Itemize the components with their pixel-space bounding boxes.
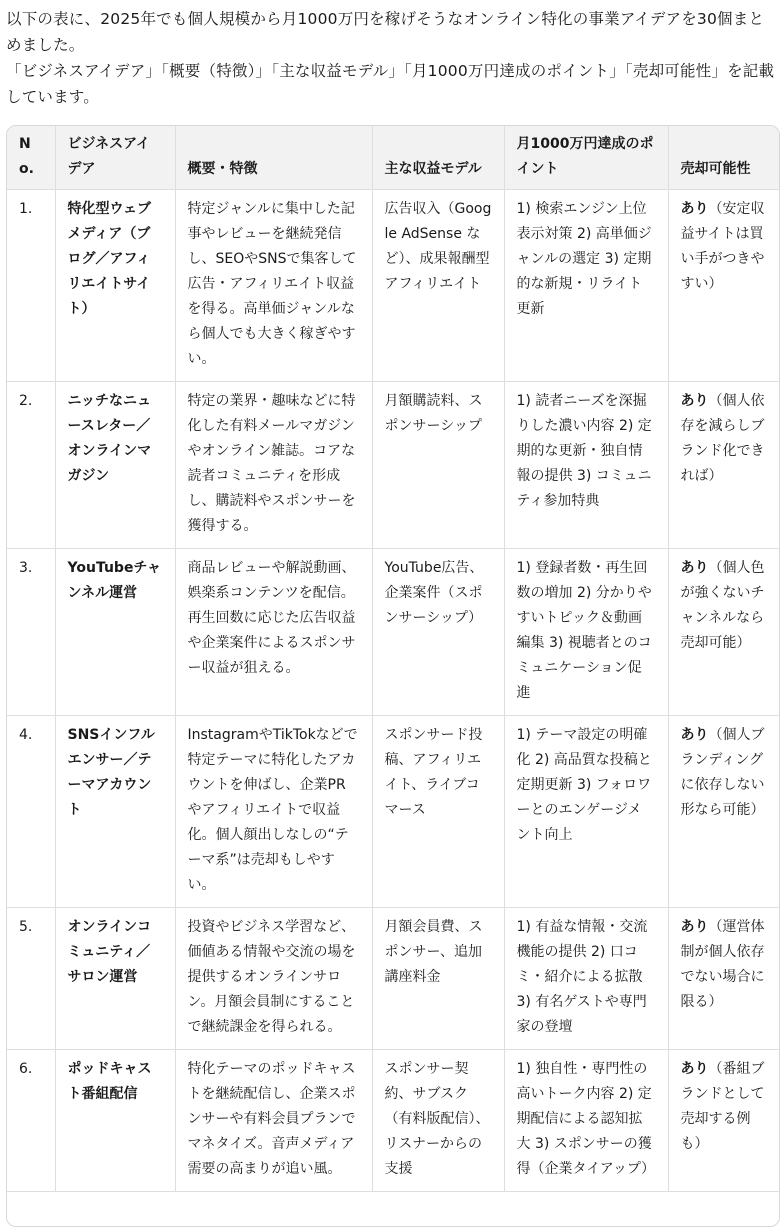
header-no: No. — [7, 126, 55, 190]
sell-note: （番組ブランドとして売却する例も） — [680, 1061, 765, 1152]
header-revenue: 主な収益モデル — [372, 126, 504, 190]
table-header — [7, 126, 779, 190]
ideas-table-container — [6, 125, 780, 1227]
cell-revenue: YouTube広告、企業案件（スポンサーシップ） — [372, 549, 504, 716]
sell-note: （個人色が強くないチャンネルなら売却可能） — [680, 560, 765, 651]
cell-desc: 特定ジャンルに集中した記事やレビューを継続発信し、SEOやSNSで集客して広告・アフィリエイト収益を得る。高単価ジャンルなら個人でも大きく稼ぎやすい。 — [175, 190, 372, 382]
intro-line-1: 以下の表に、2025年でも個人規模から月1000万円を稼げそうなオンライン特化の事業アイデアを30個まとめました。 — [6, 10, 765, 54]
cell-revenue: 月額購読料、スポンサーシップ — [372, 382, 504, 549]
cell-sellability — [668, 549, 779, 716]
ideas-table — [7, 126, 779, 1192]
sell-flag: あり — [680, 727, 709, 743]
cell-no: 2. — [7, 382, 55, 549]
sell-flag: あり — [680, 560, 709, 576]
cell-points: 1) 検索エンジン上位表示対策 2) 高単価ジャンルの選定 3) 定期的な新規・リライト更新 — [504, 190, 668, 382]
cell-no: 5. — [7, 908, 55, 1050]
sell-flag: あり — [680, 1061, 709, 1077]
cell-idea: SNSインフルエンサー／テーマアカウント — [55, 716, 175, 908]
cell-idea: ポッドキャスト番組配信 — [55, 1050, 175, 1192]
intro-line-2: 「ビジネスアイデア」「概要（特徴）」「主な収益モデル」「月1000万円達成のポイント」「売却可能性」を記載しています。 — [6, 62, 775, 106]
cell-desc: InstagramやTikTokなどで特定テーマに特化したアカウントを伸ばし、企業PRやアフィリエイトで収益化。個人顔出しなしの“テーマ系”は売却もしやすい。 — [175, 716, 372, 908]
table-row — [7, 1050, 779, 1192]
cell-desc: 投資やビジネス学習など、価値ある情報や交流の場を提供するオンラインサロン。月額会員制にすることで継続課金を得られる。 — [175, 908, 372, 1050]
cell-desc: 特化テーマのポッドキャストを継続配信し、企業スポンサーや有料会員プランでマネタイズ。音声メディア需要の高まりが追い風。 — [175, 1050, 372, 1192]
cell-no: 3. — [7, 549, 55, 716]
cell-sellability — [668, 190, 779, 382]
cell-sellability — [668, 908, 779, 1050]
cell-idea: ニッチなニュースレター／オンラインマガジン — [55, 382, 175, 549]
sell-flag: あり — [680, 919, 709, 935]
cell-no: 6. — [7, 1050, 55, 1192]
sell-note: （安定収益サイトは買い手がつきやすい） — [680, 201, 765, 292]
cell-desc: 特定の業界・趣味などに特化した有料メールマガジンやオンライン雑誌。コアな読者コミュニティを形成し、購読料やスポンサーを獲得する。 — [175, 382, 372, 549]
header-sellability: 売却可能性 — [668, 126, 779, 190]
cell-points: 1) 有益な情報・交流機能の提供 2) 口コミ・紹介による拡散 3) 有名ゲストや専門家の登壇 — [504, 908, 668, 1050]
cell-points: 1) 独自性・専門性の高いトーク内容 2) 定期配信による認知拡大 3) スポンサーの獲得（企業タイアップ） — [504, 1050, 668, 1192]
table-body — [7, 190, 779, 1192]
cell-no: 4. — [7, 716, 55, 908]
header-idea: ビジネスアイデア — [55, 126, 175, 190]
cell-sellability — [668, 1050, 779, 1192]
sell-flag: あり — [680, 393, 709, 409]
intro-text — [6, 6, 776, 110]
sell-note: （運営体制が個人依存でない場合に限る） — [680, 919, 765, 1010]
table-row — [7, 549, 779, 716]
cell-no: 1. — [7, 190, 55, 382]
cell-sellability — [668, 382, 779, 549]
header-row — [7, 126, 779, 190]
table-row — [7, 908, 779, 1050]
cell-revenue: 広告収入（Google AdSense など）、成果報酬型アフィリエイト — [372, 190, 504, 382]
table-row — [7, 716, 779, 908]
cell-points: 1) 登録者数・再生回数の増加 2) 分かりやすいトピック＆動画編集 3) 視聴者とのコミュニケーション促進 — [504, 549, 668, 716]
cell-idea: オンラインコミュニティ／サロン運営 — [55, 908, 175, 1050]
header-desc: 概要・特徴 — [175, 126, 372, 190]
cell-desc: 商品レビューや解説動画、娯楽系コンテンツを配信。再生回数に応じた広告収益や企業案件によるスポンサー収益が狙える。 — [175, 549, 372, 716]
cell-points: 1) テーマ設定の明確化 2) 高品質な投稿と定期更新 3) フォロワーとのエンゲージメント向上 — [504, 716, 668, 908]
header-points: 月1000万円達成のポイント — [504, 126, 668, 190]
cell-revenue: スポンサー契約、サブスク（有料版配信）、リスナーからの支援 — [372, 1050, 504, 1192]
cell-revenue: スポンサード投稿、アフィリエイト、ライブコマース — [372, 716, 504, 908]
cell-sellability — [668, 716, 779, 908]
sell-note: （個人ブランディングに依存しない形なら可能） — [680, 727, 765, 818]
sell-flag: あり — [680, 201, 709, 217]
table-row — [7, 190, 779, 382]
cell-idea: YouTubeチャンネル運営 — [55, 549, 175, 716]
cell-idea: 特化型ウェブメディア（ブログ／アフィリエイトサイト） — [55, 190, 175, 382]
cell-points: 1) 読者ニーズを深掘りした濃い内容 2) 定期的な更新・独自情報の提供 3) コミュニティ参加特典 — [504, 382, 668, 549]
cell-revenue: 月額会員費、スポンサー、追加講座料金 — [372, 908, 504, 1050]
sell-note: （個人依存を減らしブランド化できれば） — [680, 393, 765, 484]
table-row — [7, 382, 779, 549]
